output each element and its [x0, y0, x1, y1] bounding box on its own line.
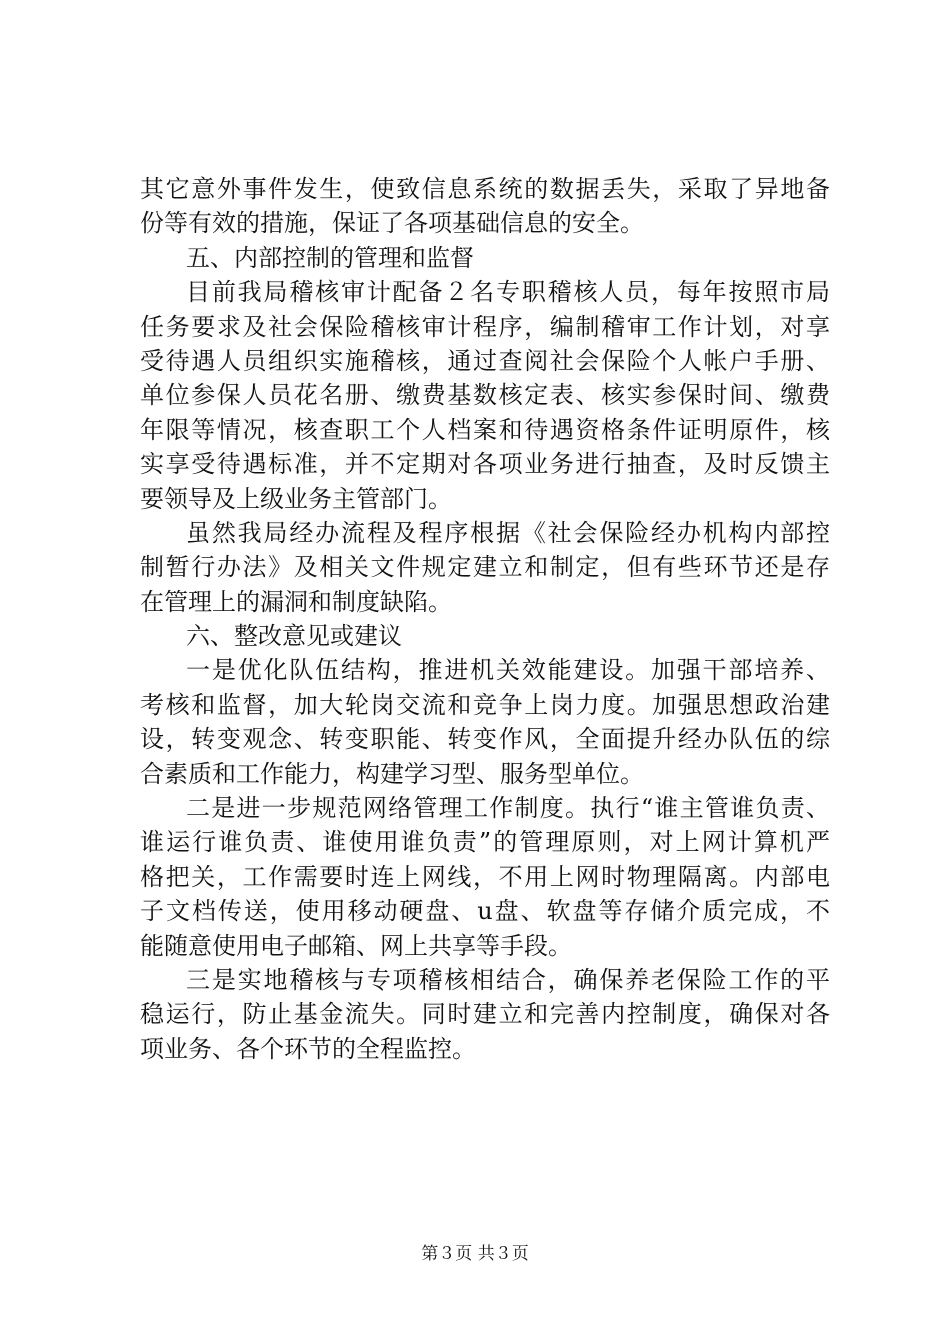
body-text-line: 三是实地稽核与专项稽核相结合，确保养老保险工作的平 [186, 965, 830, 994]
body-text-line: 受待遇人员组织实施稽核，通过查阅社会保险个人帐户手册、 [140, 346, 830, 375]
body-text-line: 目前我局稽核审计配备２名专职稽核人员，每年按照市局 [186, 278, 830, 307]
body-text-line: 在管理上的漏洞和制度缺陷。 [140, 587, 452, 616]
body-text-line: 能随意使用电子邮箱、网上共享等手段。 [140, 931, 572, 960]
section-heading: 六、整改意见或建议 [186, 622, 402, 651]
body-text-line: 谁运行谁负责、谁使用谁负责”的管理原则，对上网计算机严 [140, 828, 830, 857]
body-text-line: 稳运行，防止基金流失。同时建立和完善内控制度，确保对各 [140, 1000, 830, 1029]
body-text-line: 实享受待遇标准，并不定期对各项业务进行抽查，及时反馈主 [140, 450, 830, 479]
body-text-line: 考核和监督，加大轮岗交流和竞争上岗力度。加强思想政治建 [140, 690, 830, 719]
body-text-line: 虽然我局经办流程及程序根据《社会保险经办机构内部控 [186, 518, 830, 547]
body-text-line: 项业务、各个环节的全程监控。 [140, 1034, 476, 1063]
body-text-line: 要领导及上级业务主管部门。 [140, 484, 452, 513]
body-text-line: 一是优化队伍结构，推进机关效能建设。加强干部培养、 [186, 656, 830, 685]
section-heading: 五、内部控制的管理和监督 [186, 243, 474, 272]
body-text-line: 子文档传送，使用移动硬盘、u盘、软盘等存储介质完成，不 [140, 897, 830, 926]
body-text-line: 任务要求及社会保险稽核审计程序，编制稽审工作计划，对享 [140, 312, 830, 341]
body-text-line: 设，转变观念、转变职能、转变作风，全面提升经办队伍的综 [140, 725, 830, 754]
document-body [140, 172, 830, 1066]
body-text-line: 其它意外事件发生，使致信息系统的数据丢失，采取了异地备 [140, 175, 830, 203]
page-footer: 第３页 共３页 [421, 1244, 529, 1264]
body-text-line: 制暂行办法》及相关文件规定建立和制定，但有些环节还是存 [140, 553, 830, 582]
body-text-line: 年限等情况，核查职工个人档案和待遇资格条件证明原件，核 [140, 415, 830, 444]
body-text-line: 单位参保人员花名册、缴费基数核定表、核实参保时间、缴费 [140, 381, 830, 410]
body-text-line: 格把关，工作需要时连上网线，不用上网时物理隔离。内部电 [140, 862, 830, 891]
body-text-line: 合素质和工作能力，构建学习型、服务型单位。 [140, 759, 644, 788]
body-text-line: 份等有效的措施，保证了各项基础信息的安全。 [140, 209, 644, 238]
body-text-line: 二是进一步规范网络管理工作制度。执行“谁主管谁负责、 [186, 794, 830, 823]
